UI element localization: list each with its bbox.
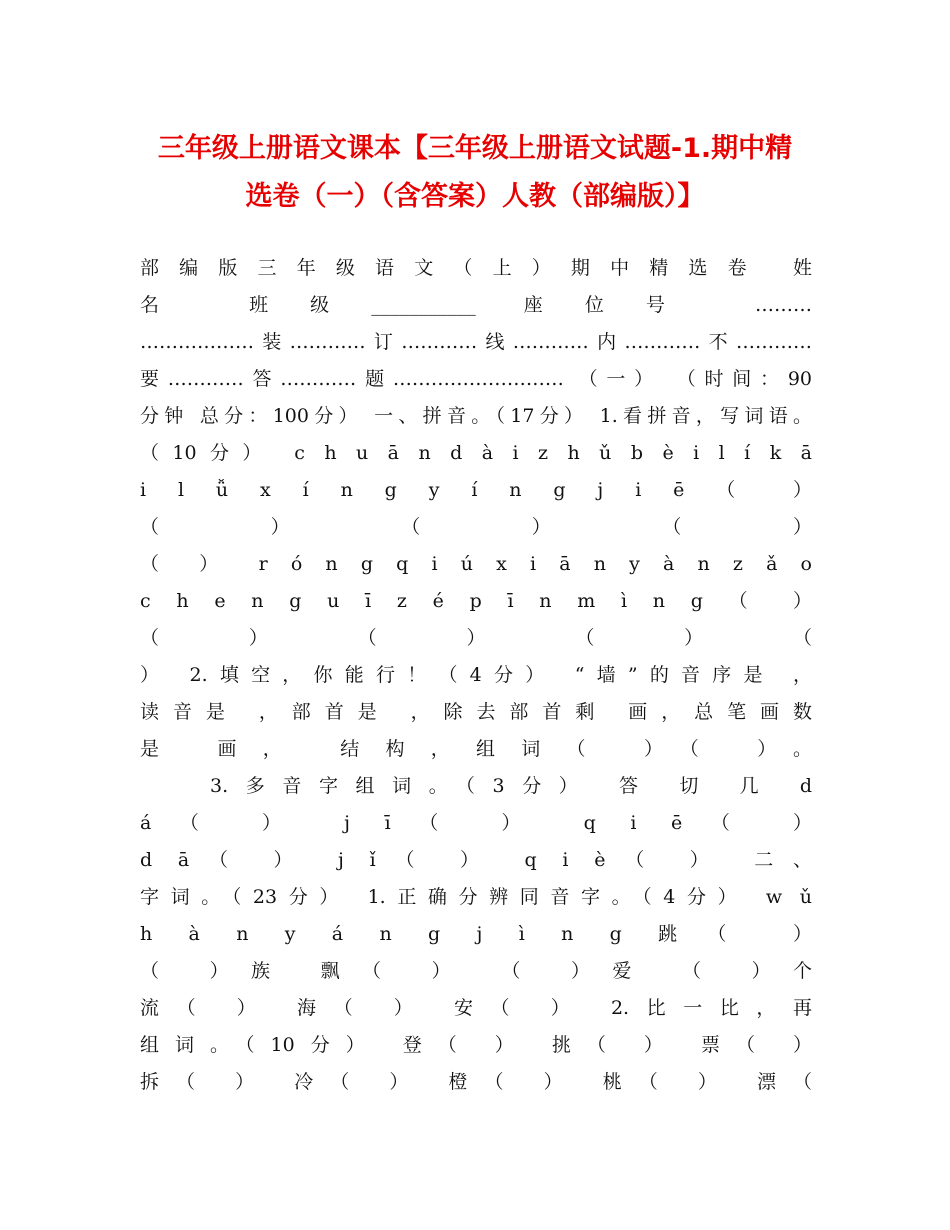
text-line: h à n y á n g j ì n g 跳（ ） (140, 923, 812, 945)
text-line: á（ ） j ī（ ） q i ē（ ） (140, 812, 812, 834)
text-line: ………………装…………订…………线…………内…………不………… (140, 331, 812, 353)
text-line: 要…………答…………题……………………… （一） （时间：90 (140, 368, 812, 390)
text-line: （ ） （ ） （ ） (140, 516, 812, 538)
text-line: ） 2.填空，你能行！（4分） “墙”的音序是 ， (140, 664, 812, 686)
text-line: i l ǚ x í n g y í n g j i ē （ ） (140, 479, 812, 501)
text-line: （10分） c h u ā n d à i z h ǔ b è i l í k ā (140, 442, 812, 464)
text-line: （ ） r ó n g q i ú x i ā n y à n z ǎ o (140, 553, 812, 575)
exam-body (140, 250, 812, 1101)
text-line: 是 画， 结构，组词（ ）（ ）。 (140, 738, 812, 760)
text-line: 拆（ ） 冷（ ） 橙（ ） 桃（ ） 漂（ (140, 1071, 812, 1093)
document-title-line-2: 选卷（一）（含答案）人教（部编版）】 (245, 181, 705, 212)
text-line: 名 班级___________ 座位号 ……… (140, 294, 812, 316)
text-line: 字词。（23分） 1.正确分辨同音字。（4分） w ǔ (140, 886, 812, 908)
text-line: 分钟 总分：100分） 一、拼音。（17分） 1.看拼音，写词语。 (140, 405, 812, 427)
document-title-line-1: 三年级上册语文课本【三年级上册语文试题-1.期中精 (157, 133, 793, 164)
text-line: 读音是 ，部首是 ，除去部首剩 画，总笔画数 (140, 701, 812, 723)
text-line: （ ）族 飘（ ） （ ）爱 （ ）个 (140, 960, 812, 982)
text-line: c h e n g u ī z é p ī n m ì n g （ ） (140, 590, 812, 612)
text-line: 流（ ） 海（ ） 安（ ） 2.比一比，再 (140, 997, 812, 1019)
text-line: （ ） （ ） （ ） （ (140, 627, 812, 649)
text-line: 3.多音字组词。（3分） 答 切 几 d (210, 775, 812, 797)
text-line: 组词。（10分） 登（ ） 挑（ ） 票（ ） (140, 1034, 812, 1056)
text-line: d ā（ ） j ǐ（ ） q i è（ ） 二、 (140, 849, 812, 871)
text-line: 部编版三年级语文（上）期中精选卷 姓 (140, 257, 812, 279)
